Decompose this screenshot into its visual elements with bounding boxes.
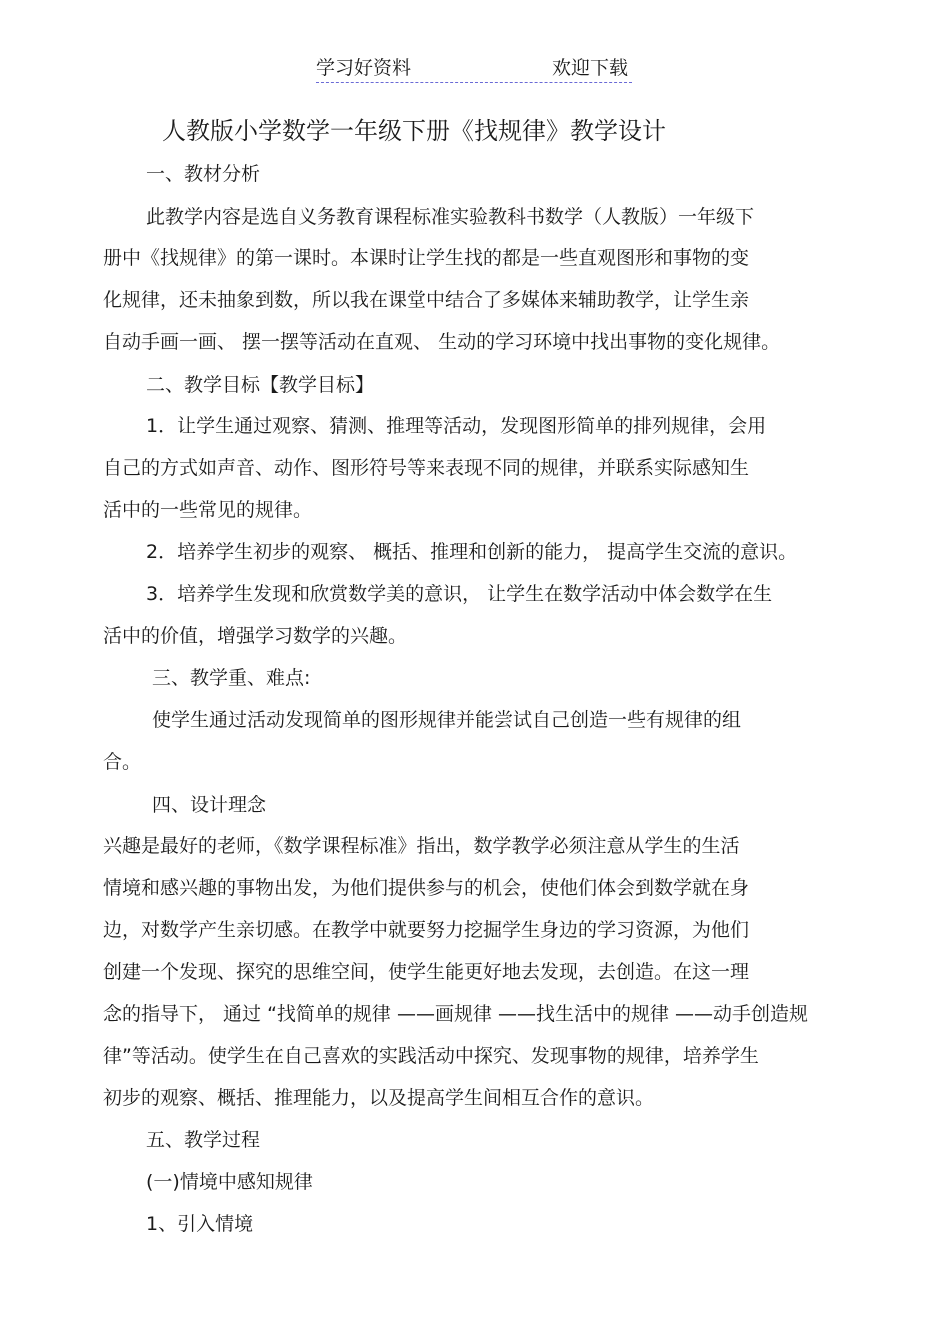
paragraph-line: 2．培养学生初步的观察、 概括、推理和创新的能力， 提高学生交流的意识。 [146, 541, 798, 563]
section-heading: 三、教学重、难点: [152, 667, 311, 689]
paragraph-line: 兴趣是最好的老师，《数学课程标准》指出，数学教学必须注意从学生的生活 [103, 835, 740, 857]
paragraph-line: 此教学内容是选自义务教育课程标准实验教科书数学（人教版）一年级下 [146, 206, 755, 228]
paragraph-line: 使学生通过活动发现简单的图形规律并能尝试自己创造一些有规律的组 [152, 709, 742, 731]
paragraph-line: 合。 [103, 751, 142, 773]
paragraph-line: 化规律，还未抽象到数，所以我在课堂中结合了多媒体来辅助教学，让学生亲 [103, 289, 750, 311]
section-heading: 五、教学过程 [146, 1129, 261, 1151]
paragraph-line: 创建一个发现、探究的思维空间，使学生能更好地去发现，去创造。在这一理 [103, 961, 750, 983]
paragraph-line: 初步的观察、概括、推理能力，以及提高学生间相互合作的意识。 [103, 1087, 655, 1109]
subsection-heading: (一)情境中感知规律 [146, 1171, 313, 1193]
header-left-text: 学习好资料 [316, 57, 412, 79]
paragraph-line: 活中的价值，增强学习数学的兴趣。 [103, 625, 408, 647]
header-right-text: 欢迎下载 [551, 57, 628, 79]
section-heading: 四、设计理念 [152, 794, 267, 816]
section-heading: 一、教材分析 [146, 163, 261, 185]
section-heading: 二、教学目标【教学目标】 [146, 374, 375, 396]
paragraph-line: 自己的方式如声音、动作、图形符号等来表现不同的规律，并联系实际感知生 [103, 457, 750, 479]
paragraph-line: 律”等活动。使学生在自己喜欢的实践活动中探究、发现事物的规律，培养学生 [103, 1045, 759, 1067]
subsection-heading: 1、引入情境 [146, 1213, 254, 1235]
paragraph-line: 3．培养学生发现和欣赏数学美的意识， 让学生在数学活动中体会数学在生 [146, 583, 773, 605]
paragraph-line: 1．让学生通过观察、猜测、推理等活动，发现图形简单的排列规律，会用 [146, 415, 767, 437]
paragraph-line: 活中的一些常见的规律。 [103, 499, 313, 521]
paragraph-line: 边，对数学产生亲切感。在教学中就要努力挖掘学生身边的学习资源，为他们 [103, 919, 750, 941]
paragraph-line: 念的指导下， 通过 “找简单的规律 ——画规律 ——找生活中的规律 ——动手创造规 [103, 1003, 809, 1025]
document-title: 人教版小学数学一年级下册《找规律》教学设计 [162, 117, 666, 145]
paragraph-line: 册中《找规律》的第一课时。本课时让学生找的都是一些直观图形和事物的变 [103, 247, 750, 269]
paragraph-line: 情境和感兴趣的事物出发，为他们提供参与的机会，使他们体会到数学就在身 [103, 877, 750, 899]
page-header [316, 56, 632, 83]
paragraph-line: 自动手画一画、 摆一摆等活动在直观、 生动的学习环境中找出事物的变化规律。 [103, 331, 781, 353]
